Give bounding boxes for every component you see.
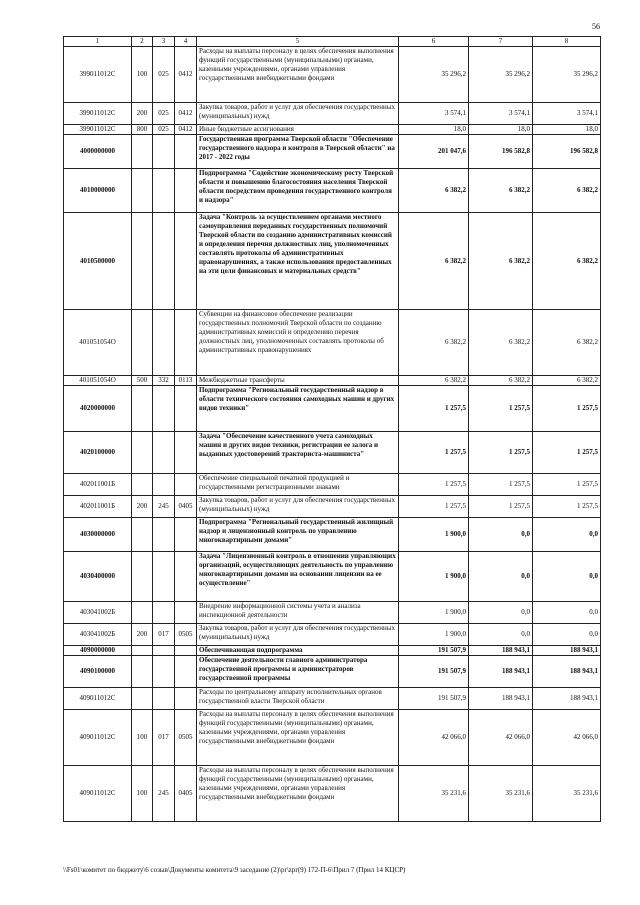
table-row: [64, 135, 601, 169]
header-cell: 7: [469, 37, 533, 47]
rz-pr-code: [175, 432, 197, 474]
rz-pr-code: [175, 169, 197, 213]
ved-code: 332: [153, 376, 175, 386]
table-row: [64, 496, 601, 518]
amount-year-1: 1 257,5: [399, 474, 469, 496]
row-description: Внедрение информационной системы учета и анализа инспекционной деятельности: [197, 602, 399, 624]
row-description: Расходы по центральному аппарату исполнительных органов государственной власти Тверской области: [197, 688, 399, 710]
vr-code: 500: [132, 376, 153, 386]
row-description: Субвенции на финансовое обеспечение реализации государственных полномочий Тверской области по созданию административных комиссий и определению перечня должностных лиц, уполномоченных составлять протоколы об административных правонарушениях: [197, 310, 399, 376]
vr-code: 200: [132, 624, 153, 646]
rz-pr-code: [175, 646, 197, 656]
amount-year-2: 1 257,5: [469, 386, 533, 432]
amount-year-1: 35 296,2: [399, 47, 469, 103]
amount-year-2: 6 382,2: [469, 213, 533, 310]
amount-year-2: 1 257,5: [469, 496, 533, 518]
row-code: 401051054О: [64, 376, 132, 386]
vr-code: [132, 602, 153, 624]
ved-code: 017: [153, 624, 175, 646]
ved-code: 025: [153, 47, 175, 103]
rz-pr-code: [175, 602, 197, 624]
row-code: 409011012С: [64, 710, 132, 766]
amount-year-1: 6 382,2: [399, 213, 469, 310]
vr-code: 100: [132, 47, 153, 103]
row-code: 401051054О: [64, 310, 132, 376]
row-code: 4090000000: [64, 646, 132, 656]
amount-year-3: 0,0: [533, 518, 601, 552]
amount-year-1: 3 574,1: [399, 103, 469, 125]
ved-code: [153, 688, 175, 710]
vr-code: [132, 213, 153, 310]
amount-year-2: 18,0: [469, 125, 533, 135]
row-description: Иные бюджетные ассигнования: [197, 125, 399, 135]
table-row: [64, 103, 601, 125]
vr-code: 200: [132, 103, 153, 125]
ved-code: 245: [153, 766, 175, 822]
amount-year-2: 3 574,1: [469, 103, 533, 125]
ved-code: [153, 474, 175, 496]
vr-code: [132, 169, 153, 213]
amount-year-3: 3 574,1: [533, 103, 601, 125]
row-code: 403041002Б: [64, 602, 132, 624]
amount-year-3: 6 382,2: [533, 213, 601, 310]
ved-code: 025: [153, 103, 175, 125]
file-path-footer: \\Fs01\комитет по бюджету\6 созыв\Документы комитета\9 заседание (2)\pr\zpr(9) 172-П-6\Прил 7 (Прил 14 КЦСР): [63, 866, 406, 874]
amount-year-1: 191 507,9: [399, 688, 469, 710]
rz-pr-code: [175, 474, 197, 496]
row-description: Расходы на выплаты персоналу в целях обеспечения выполнения функций государственными (муниципальными) органами, казенными учреждениями, органами управления государственными внебюджетными фондами: [197, 766, 399, 822]
ved-code: 245: [153, 496, 175, 518]
row-description: Межбюджетные трансферты: [197, 376, 399, 386]
amount-year-2: 35 231,6: [469, 766, 533, 822]
amount-year-3: 188 943,1: [533, 688, 601, 710]
vr-code: [132, 518, 153, 552]
header-cell: 6: [399, 37, 469, 47]
row-code: 4020000000: [64, 386, 132, 432]
amount-year-3: 1 257,5: [533, 386, 601, 432]
row-code: 399011012С: [64, 125, 132, 135]
amount-year-2: 188 943,1: [469, 646, 533, 656]
row-description: Расходы на выплаты персоналу в целях обеспечения выполнения функций государственными (муниципальными) органами, казенными учреждениями, органами управления государственными внебюджетными фондами: [197, 710, 399, 766]
amount-year-2: 35 296,2: [469, 47, 533, 103]
amount-year-3: 0,0: [533, 602, 601, 624]
ved-code: [153, 169, 175, 213]
row-description: Закупка товаров, работ и услуг для обеспечения государственных (муниципальных) нужд: [197, 624, 399, 646]
amount-year-2: 0,0: [469, 518, 533, 552]
table-row: [64, 432, 601, 474]
vr-code: [132, 386, 153, 432]
amount-year-2: 0,0: [469, 552, 533, 602]
amount-year-1: 1 257,5: [399, 496, 469, 518]
rz-pr-code: [175, 552, 197, 602]
ved-code: [153, 602, 175, 624]
row-code: 402011001Б: [64, 496, 132, 518]
rz-pr-code: 0412: [175, 103, 197, 125]
rz-pr-code: [175, 386, 197, 432]
amount-year-1: 35 231,6: [399, 766, 469, 822]
ved-code: 017: [153, 710, 175, 766]
amount-year-2: 188 943,1: [469, 688, 533, 710]
row-description: Задача "Контроль за осуществлением органами местного самоуправления переданных государственных полномочий Тверской области по созданию административных комиссий и определения перечня должностных лиц, уполномоченных составлять протоколы об административных правонарушениях, а также использования предоставленных на эти цели финансовых и материальных средств": [197, 213, 399, 310]
ved-code: [153, 432, 175, 474]
row-code: 4090100000: [64, 656, 132, 688]
rz-pr-code: 0405: [175, 766, 197, 822]
header-cell: 5: [197, 37, 399, 47]
row-description: Задача "Обеспечение качественного учета самоходных машин и других видов техники, регистрации ее залога и выданных удостоверений тракториста-машиниста": [197, 432, 399, 474]
amount-year-3: 188 943,1: [533, 656, 601, 688]
table-row: [64, 656, 601, 688]
header-cell: 8: [533, 37, 601, 47]
amount-year-1: 191 507,9: [399, 656, 469, 688]
ved-code: [153, 518, 175, 552]
amount-year-1: 1 900,0: [399, 602, 469, 624]
row-code: 4020100000: [64, 432, 132, 474]
table-row: [64, 386, 601, 432]
vr-code: [132, 310, 153, 376]
ved-code: [153, 310, 175, 376]
amount-year-1: 6 382,2: [399, 376, 469, 386]
rz-pr-code: [175, 135, 197, 169]
row-description: Подпрограмма "Содействие экономическому росту Тверской области и повышению благосостояния населения Тверской области посредством проведения государственного контроля и надзора": [197, 169, 399, 213]
amount-year-3: 0,0: [533, 552, 601, 602]
amount-year-3: 35 296,2: [533, 47, 601, 103]
header-cell: 1: [64, 37, 132, 47]
vr-code: 100: [132, 710, 153, 766]
table-row: [64, 766, 601, 822]
amount-year-1: 1 257,5: [399, 386, 469, 432]
ved-code: [153, 552, 175, 602]
vr-code: [132, 656, 153, 688]
amount-year-3: 0,0: [533, 624, 601, 646]
rz-pr-code: [175, 656, 197, 688]
rz-pr-code: [175, 213, 197, 310]
row-code: 409011012С: [64, 766, 132, 822]
amount-year-3: 6 382,2: [533, 169, 601, 213]
table-row: [64, 376, 601, 386]
amount-year-3: 1 257,5: [533, 474, 601, 496]
rz-pr-code: 0412: [175, 125, 197, 135]
amount-year-1: 42 066,0: [399, 710, 469, 766]
table-row: [64, 710, 601, 766]
vr-code: [132, 688, 153, 710]
row-code: 409011012С: [64, 688, 132, 710]
table-row: [64, 47, 601, 103]
amount-year-2: 0,0: [469, 624, 533, 646]
amount-year-1: 18,0: [399, 125, 469, 135]
rz-pr-code: [175, 310, 197, 376]
row-code: 4010500000: [64, 213, 132, 310]
amount-year-2: 1 257,5: [469, 432, 533, 474]
amount-year-2: 6 382,2: [469, 376, 533, 386]
row-code: 4030000000: [64, 518, 132, 552]
table-row: [64, 688, 601, 710]
row-description: Подпрограмма "Региональный государственный жилищный надзор и лицензионный контроль по управлению многоквартирными домами": [197, 518, 399, 552]
amount-year-3: 1 257,5: [533, 432, 601, 474]
amount-year-3: 6 382,2: [533, 376, 601, 386]
ved-code: 025: [153, 125, 175, 135]
amount-year-2: 0,0: [469, 602, 533, 624]
amount-year-1: 6 382,2: [399, 169, 469, 213]
amount-year-2: 6 382,2: [469, 169, 533, 213]
rz-pr-code: [175, 518, 197, 552]
amount-year-3: 188 943,1: [533, 646, 601, 656]
amount-year-3: 18,0: [533, 125, 601, 135]
row-code: 4010000000: [64, 169, 132, 213]
table-row: [64, 646, 601, 656]
vr-code: 200: [132, 496, 153, 518]
amount-year-3: 35 231,6: [533, 766, 601, 822]
amount-year-2: 196 582,8: [469, 135, 533, 169]
amount-year-1: 6 382,2: [399, 310, 469, 376]
row-code: 4000000000: [64, 135, 132, 169]
row-description: Расходы на выплаты персоналу в целях обеспечения выполнения функций государственными (муниципальными) органами, казенными учреждениями, органами управления государственными внебюджетными фондами: [197, 47, 399, 103]
row-description: Государственная программа Тверской области "Обеспечение государственного надзора и контроля в Тверской области" на 2017 - 2022 годы: [197, 135, 399, 169]
rz-pr-code: 0505: [175, 624, 197, 646]
row-description: Закупка товаров, работ и услуг для обеспечения государственных (муниципальных) нужд: [197, 103, 399, 125]
row-code: 399011012С: [64, 47, 132, 103]
vr-code: [132, 552, 153, 602]
rz-pr-code: 0505: [175, 710, 197, 766]
amount-year-3: 42 066,0: [533, 710, 601, 766]
amount-year-1: 1 900,0: [399, 624, 469, 646]
amount-year-3: 6 382,2: [533, 310, 601, 376]
amount-year-2: 1 257,5: [469, 474, 533, 496]
row-code: 402011001Б: [64, 474, 132, 496]
table-row: [64, 474, 601, 496]
row-description: Закупка товаров, работ и услуг для обеспечения государственных (муниципальных) нужд: [197, 496, 399, 518]
amount-year-1: 191 507,9: [399, 646, 469, 656]
header-cell: 3: [153, 37, 175, 47]
table-row: [64, 310, 601, 376]
rz-pr-code: 0405: [175, 496, 197, 518]
table-row: [64, 169, 601, 213]
vr-code: [132, 135, 153, 169]
row-description: Подпрограмма "Региональный государственный надзор в области технического состояния самоходных машин и других видов техники": [197, 386, 399, 432]
row-description: Задача "Лицензионный контроль в отношении управляющих организаций, осуществляющих деятельность по управлению многоквартирными домами на основании лицензии на ее осуществление": [197, 552, 399, 602]
amount-year-1: 1 257,5: [399, 432, 469, 474]
page-number: 56: [592, 22, 600, 31]
table-row: [64, 552, 601, 602]
row-code: 4030400000: [64, 552, 132, 602]
vr-code: [132, 474, 153, 496]
row-description: Обеспечение специальной печатной продукцией и государственными регистрационными знаками: [197, 474, 399, 496]
amount-year-2: 6 382,2: [469, 310, 533, 376]
ved-code: [153, 386, 175, 432]
rz-pr-code: 0412: [175, 47, 197, 103]
vr-code: [132, 432, 153, 474]
table-row: [64, 125, 601, 135]
row-code: 399011012С: [64, 103, 132, 125]
row-code: 403041002Б: [64, 624, 132, 646]
amount-year-1: 1 900,0: [399, 518, 469, 552]
amount-year-1: 1 900,0: [399, 552, 469, 602]
budget-table: [63, 36, 601, 822]
header-cell: 4: [175, 37, 197, 47]
ved-code: [153, 213, 175, 310]
row-description: Обеспечивающая подпрограмма: [197, 646, 399, 656]
amount-year-2: 188 943,1: [469, 656, 533, 688]
amount-year-2: 42 066,0: [469, 710, 533, 766]
rz-pr-code: 0113: [175, 376, 197, 386]
vr-code: 800: [132, 125, 153, 135]
ved-code: [153, 135, 175, 169]
header-cell: 2: [132, 37, 153, 47]
vr-code: [132, 646, 153, 656]
amount-year-3: 1 257,5: [533, 496, 601, 518]
table-row: [64, 624, 601, 646]
amount-year-1: 201 047,6: [399, 135, 469, 169]
header-row: [64, 37, 601, 47]
table-row: [64, 602, 601, 624]
row-description: Обеспечение деятельности главного администратора государственной программы и администраторов государственной программы: [197, 656, 399, 688]
table-row: [64, 213, 601, 310]
ved-code: [153, 656, 175, 688]
table-row: [64, 518, 601, 552]
rz-pr-code: [175, 688, 197, 710]
vr-code: 100: [132, 766, 153, 822]
ved-code: [153, 646, 175, 656]
amount-year-3: 196 582,8: [533, 135, 601, 169]
